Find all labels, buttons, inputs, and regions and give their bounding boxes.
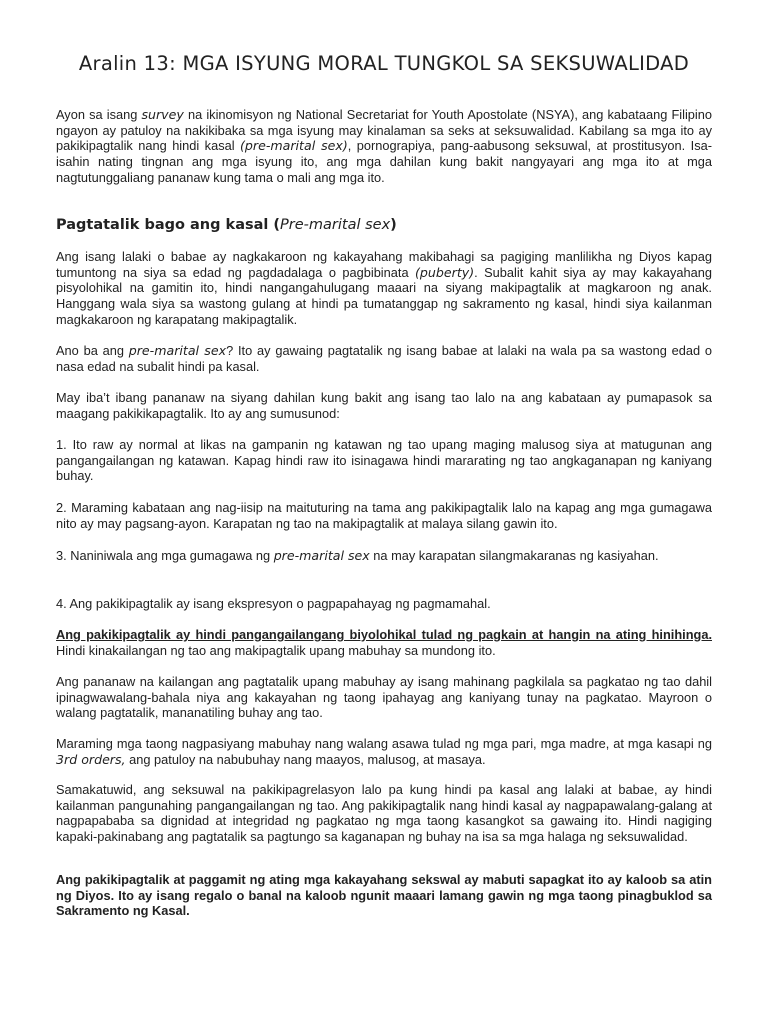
page-title: Aralin 13: MGA ISYUNG MORAL TUNGKOL SA SEKSUWALIDAD [78,52,690,75]
text-run: Maraming mga taong nagpasiyang mabuhay nang walang asawa tulad ng mga pari, mga madre, at mga kasapi ng [56,736,712,751]
italic-term: 3rd orders, [56,751,126,767]
italic-term: Pre-marital sex [280,217,391,233]
text-run: na may karapatan silangmakaranas ng kasiyahan. [369,548,659,563]
italic-term: pre-marital sex [128,343,227,358]
text-run: Hindi kinakailangan ng tao ang makipagtalik upang mabuhay sa mundong ito. [56,642,496,658]
italic-term: pre-marital sex [273,548,370,563]
text-run: na ikinomisyon ng National Secretariat for Youth Apostolate (NSYA), ang kabataang Filipino ngayon ay patuloy na nakikibaka sa mga isyung may kinalaman sa seks at seksuwalidad. Kabilang sa mga ito ay pakikipagtalik nang hindi kasal [56,107,712,154]
text-run: . Subalit kahit siya ay may kakayahang pisyolohikal na gamitin ito, hindi nangangahulugang maaari na siyang makipagtalik at magkaroon ng anak. Hanggang wala siya sa wastong gulang at hindi pa tumatanggap ng sakramento ng kasal, hindi siya kailanman magkakaroon ng karapatang makipagtalik. [56,264,712,327]
section-heading [56,216,712,234]
intro-paragraph [56,107,712,186]
paragraph-celibate [56,736,712,767]
text-run: ang patuloy na nabubuhay nang maayos, malusog, at masaya. [125,751,486,767]
text-run: ? Ito ay gawaing pagtatalik ng isang babae at lalaki na wala pa sa wastong edad o nasa edad na subalit hindi pa kasal. [56,343,712,374]
paragraph-conclusion: Samakatuwid, ang seksuwal na pakikipagrelasyon lalo pa kung hindi pa kasal ang lalaki at babae, ay hindi kailanman pangunahing pangangailangan ng tao. Ang pakikipagtalik nang hindi kasal ay nagpapawalang-galang at nagpapababa sa dignidad at integridad ng pagkatao ng mga taong kasangkot sa gawaing ito. Hindi nagiging kapaki-pakinabang ang pagtatalik sa pagtungo sa kaganapan ng buhay na isa sa mga halaga ng seksuwalidad. [56,782,712,845]
italic-term: (puberty) [415,264,475,280]
list-item-3 [56,548,712,564]
paragraph-gift-of-god: Ang pakikipagtalik at paggamit ng ating mga kakayahang sekswal ay mabuti sapagkat ito ay kaloob sa atin ng Diyos. Ito ay isang regalo o banal na kaloob ngunit maaari lamang gawin ng mga taong pinagbuklod sa Sakramento ng Kasal. [56,872,712,919]
list-item-4: 4. Ang pakikipagtalik ay isang ekspresyon o pagpapahayag ng pagmamahal. [56,596,491,611]
list-item-1: 1. Ito raw ay normal at likas na gampanin ng katawan ng tao upang maging malusog siya at matugunan ang pangangailangan ng katawan. Kapag hindi raw ito isinagawa hindi mararating ng tao angkaganapan ng kaniyang buhay. [56,437,712,484]
paragraph-puberty [56,249,712,328]
emphasis-statement: Ang pakikipagtalik ay hindi pangangailangang biyolohikal tulad ng pagkain at hangin na ating hinihinga. [56,627,712,642]
text-run: , pornograpiya, pang-aabusong seksuwal, at prostitusyon. Isa-isahin nating tingnan ang mga isyung ito, ang mga dahilan kung bakit nangyayari ang mga ito at mga nagtutunggaliang pananaw kung tama o mali ang mga ito. [56,138,712,185]
text-run: Pagtatalik bago ang kasal ( [56,217,281,233]
paragraph-not-biological-need [56,627,712,658]
text-run: Ang isang lalaki o babae ay nagkakaroon ng kakayahang makibahagi sa pagiging manlilikha ng Diyos kapag tumuntong na siya sa edad ng pagdadalaga o pagbibinata [56,249,712,280]
paragraph-weak-view: Ang pananaw na kailangan ang pagtatalik upang mabuhay ay isang mahinang pagkilala sa pagkatao ng tao dahil ipinagwawalang-bahala niya ang kakayahan ng taong ipahayag ang kaniyang tunay na pagkatao. Mayroon o walang pagtatalik, mananatiling buhay ang tao. [56,674,712,721]
text-run: Ano ba ang [56,343,129,358]
paragraph-definition [56,343,712,374]
text-run: ) [390,217,397,233]
italic-term: (pre-marital sex) [240,138,348,154]
list-item-2: 2. Maraming kabataan ang nag-iisip na maituturing na tama ang pakikipagtalik lalo na kapag ang mga gumagawa nito ay may pagsang-ayon. Karapatan ng tao na makipagtalik at malaya silang gawin ito. [56,500,712,531]
paragraph-reasons-intro: May iba’t ibang pananaw na siyang dahilan kung bakit ang isang tao lalo na ang kabataan ay pumapasok sa maagang pakikikapagtalik. Ito ay ang sumusunod: [56,390,712,421]
text-run: 3. Naniniwala ang mga gumagawa ng [56,548,274,563]
italic-term: survey [141,107,184,122]
text-run: Ayon sa isang [56,107,142,122]
